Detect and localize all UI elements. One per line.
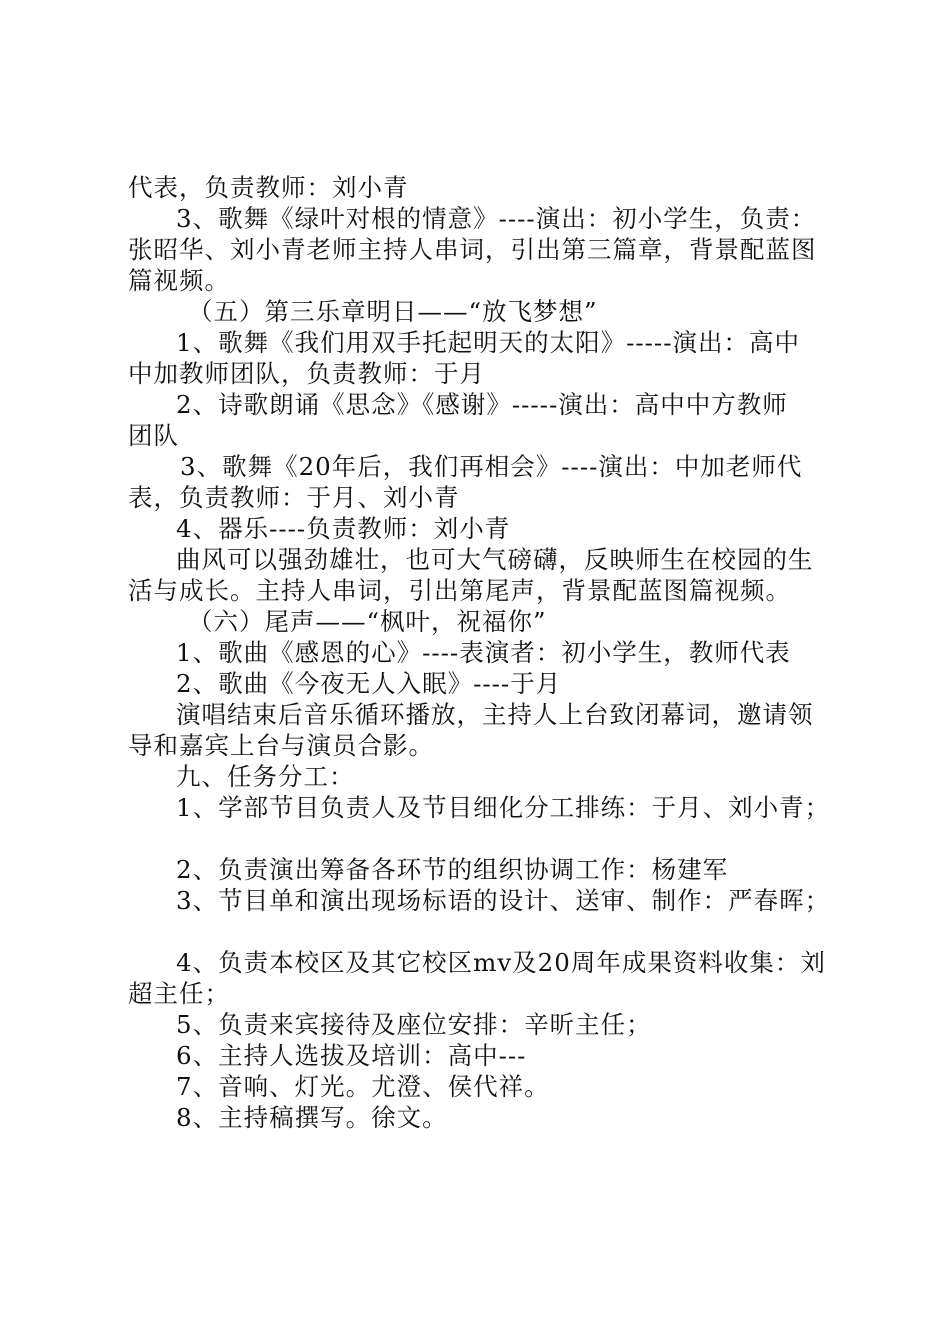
text-line: 篇视频。 [128, 266, 230, 295]
section-heading: （六）尾声——“枫叶，祝福你” [188, 607, 547, 636]
text-line: 中加教师团队，负责教师：于月 [128, 359, 485, 388]
text-line: 活与成长。主持人串词，引出第尾声，背景配蓝图篇视频。 [128, 576, 791, 605]
text-line: 1、歌曲《感恩的心》----表演者：初小学生，教师代表 [176, 638, 791, 667]
text-line: 张昭华、刘小青老师主持人串词，引出第三篇章，背景配蓝图 [128, 235, 817, 264]
text-line: 3、歌舞《绿叶对根的情意》----演出：初小学生，负责： [176, 204, 817, 233]
text-line: 2、负责演出筹备各环节的组织协调工作：杨建军 [176, 855, 729, 884]
text-line: 曲风可以强劲雄壮，也可大气磅礴，反映师生在校园的生 [176, 545, 814, 574]
text-line: 表，负责教师：于月、刘小青 [128, 483, 460, 512]
text-line: 2、歌曲《今夜无人入眠》----于月 [176, 669, 562, 698]
text-line: 代表，负责教师：刘小青 [128, 173, 409, 202]
blank-line [128, 823, 834, 854]
text-line: 演唱结束后音乐循环播放，主持人上台致闭幕词，邀请领 [176, 700, 814, 729]
text-line: 8、主持稿撰写。徐文。 [176, 1103, 448, 1132]
blank-line [128, 916, 834, 947]
text-line: 超主任； [128, 979, 230, 1008]
text-line: 5、负责来宾接待及座位安排：辛昕主任； [176, 1010, 652, 1039]
text-line: 3、歌舞《20年后，我们再相会》----演出：中加老师代 [180, 452, 803, 481]
text-line: 7、音响、灯光。尤澄、侯代祥。 [176, 1072, 550, 1101]
text-line: 6、主持人选拔及培训：高中--- [176, 1041, 527, 1070]
text-line: 导和嘉宾上台与演员合影。 [128, 731, 434, 760]
text-line: 3、节目单和演出现场标语的设计、送审、制作：严春晖； [176, 886, 831, 915]
text-line: 4、器乐----负责教师：刘小青 [176, 514, 511, 543]
text-line: 1、学部节目负责人及节目细化分工排练：于月、刘小青； [176, 793, 831, 822]
text-line: 4、负责本校区及其它校区mv及20周年成果资料收集：刘 [176, 948, 826, 977]
text-line: 2、诗歌朗诵《思念》《感谢》-----演出：高中中方教师 [176, 390, 788, 419]
text-line: 团队 [128, 421, 179, 450]
section-heading: （五）第三乐章明日——“放飞梦想” [188, 297, 598, 326]
section-heading: 九、任务分工： [176, 762, 355, 791]
document-body [128, 172, 834, 1133]
text-line: 1、歌舞《我们用双手托起明天的太阳》-----演出：高中 [176, 328, 800, 357]
